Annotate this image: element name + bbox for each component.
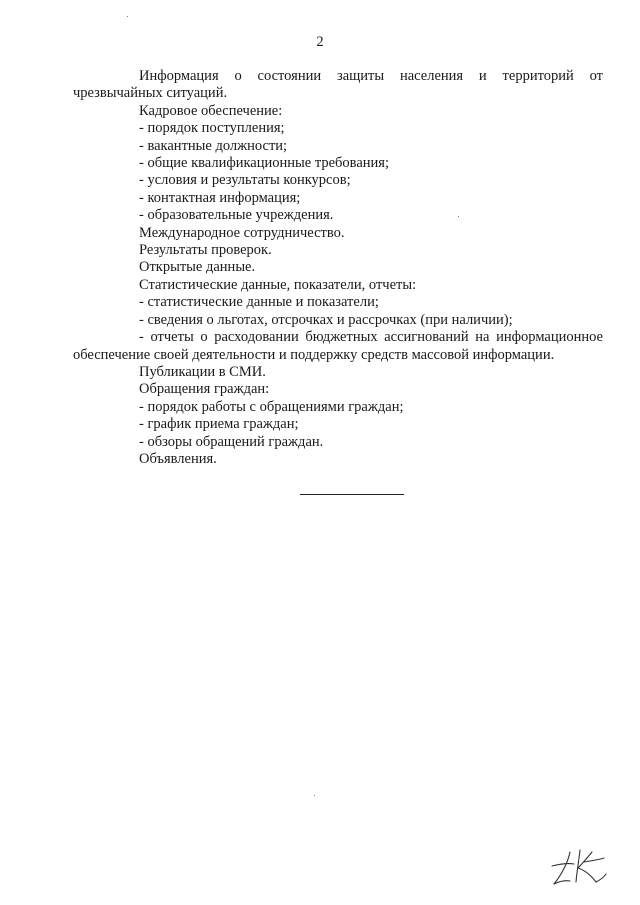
scan-speck <box>314 795 315 796</box>
list-item: - вакантные должности; <box>139 137 288 154</box>
list-item: - общие квалификационные требования; <box>139 155 389 172</box>
list-item: - обзоры обращений граждан. <box>139 433 324 450</box>
scan-speck <box>127 16 128 17</box>
list-item: - условия и результаты конкурсов; <box>139 172 351 189</box>
text-line: Кадровое обеспечение: <box>139 102 283 119</box>
list-item: - контактная информация; <box>139 189 301 206</box>
text-line: Международное сотрудничество. <box>139 224 345 241</box>
text-line: Информация о состоянии защиты населения и территорий от <box>139 68 603 84</box>
page-number: 2 <box>316 34 324 50</box>
text-line: Обращения граждан: <box>139 381 270 398</box>
text-line: чрезвычайных ситуаций. <box>73 85 228 102</box>
document-body <box>73 68 603 468</box>
text-line: Результаты проверок. <box>139 242 272 259</box>
list-item: - порядок работы с обращениями граждан; <box>139 398 404 415</box>
handwritten-initials-signature <box>546 844 610 888</box>
text-line: Публикации в СМИ. <box>139 363 266 380</box>
list-item: - сведения о льготах, отсрочках и рассрочках (при наличии); <box>139 311 513 328</box>
end-separator-line <box>300 494 404 495</box>
list-item: - статистические данные и показатели; <box>139 294 379 311</box>
list-item: - отчеты о расходовании бюджетных ассигнований на информационное <box>139 329 603 346</box>
list-item: - образовательные учреждения. <box>139 207 334 224</box>
text-line: Статистические данные, показатели, отчеты: <box>139 276 417 293</box>
text-line: Объявления. <box>139 450 217 467</box>
text-line: Открытые данные. <box>139 259 256 276</box>
list-item: - порядок поступления; <box>139 120 285 137</box>
text-line: обеспечение своей деятельности и поддержку средств массовой информации. <box>73 346 555 363</box>
list-item: - график приема граждан; <box>139 416 299 433</box>
scan-speck <box>458 216 459 217</box>
